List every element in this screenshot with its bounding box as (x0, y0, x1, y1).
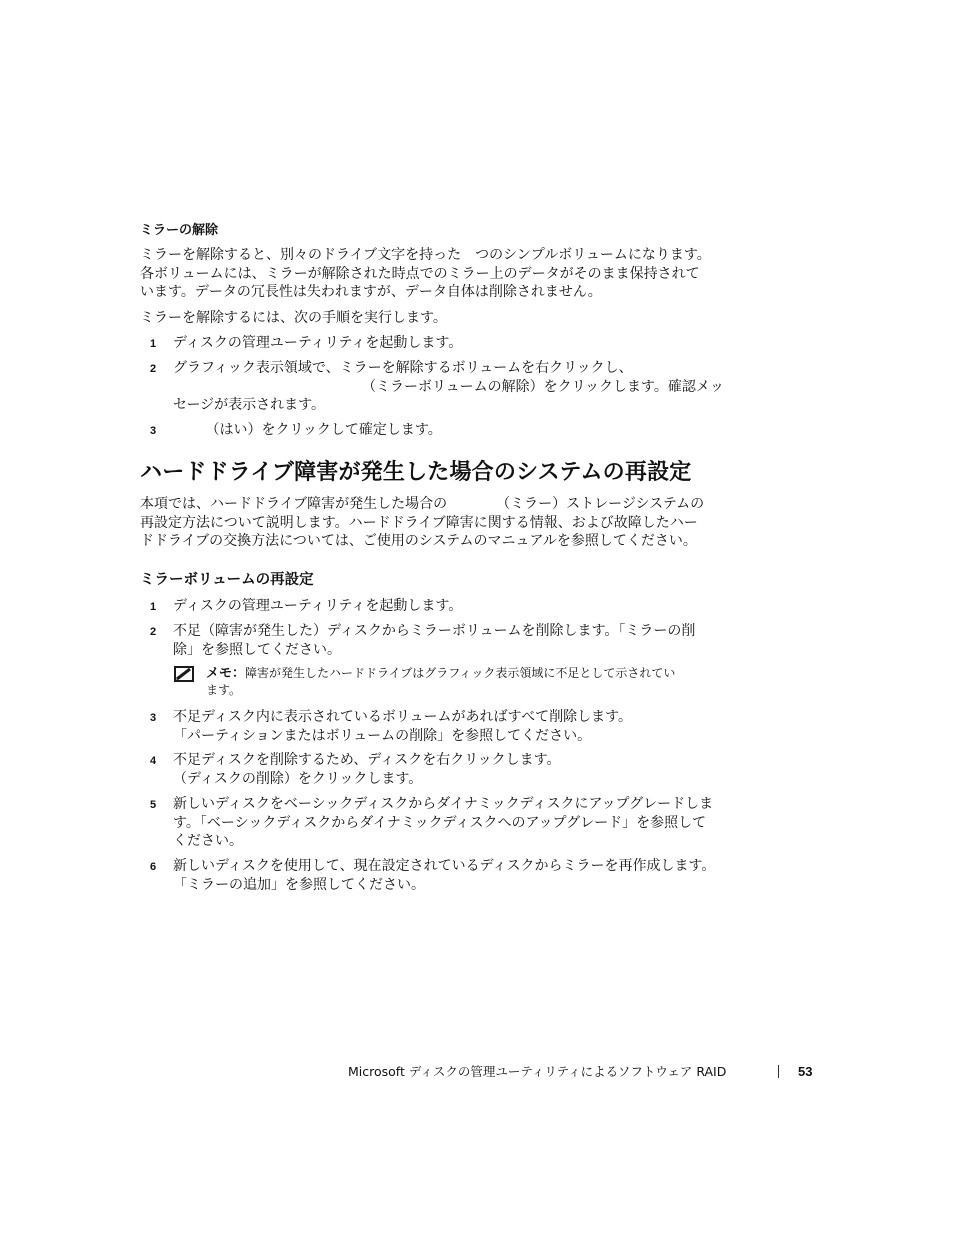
section-heading-mirror-reconfigure: ミラーボリュームの再設定 (140, 572, 314, 588)
procedure-intro: ミラーを解除するには、次の手順を実行します。 (140, 310, 447, 326)
page-number: 53 (798, 1064, 813, 1079)
page-footer (348, 1063, 818, 1083)
intro-paragraph: ミラーを解除すると、別々のドライブ文字を持った つのシンプルボリュームになります。 各ボリュームには、ミラーが解除された時点でのミラー上のデータがそのまま保持されて います。データの冗長性は失われますが、データ自体は削除されません。 (140, 247, 711, 300)
reconfigure-intro-paragraph: 本項では、ハードドライブ障害が発生した場合の （ミラー）ストレージシステムの 再設定方法について説明します。ハードドライブ障害に関する情報、および故障したハー ドドライブの交換方法については、ご使用のシステムのマニュアルを参照してください。 (140, 496, 705, 549)
pencil-note-icon (173, 665, 195, 683)
note-label: メモ： (206, 666, 246, 681)
section-heading-mirror-break: ミラーの解除 (140, 223, 219, 238)
page-title: ハードドライブ障害が発生した場合のシステムの再設定 (140, 460, 692, 485)
footer-divider (778, 1065, 779, 1078)
footer-title: Microsoft ディスクの管理ユーティリティによるソフトウェア RAID (348, 1064, 727, 1079)
